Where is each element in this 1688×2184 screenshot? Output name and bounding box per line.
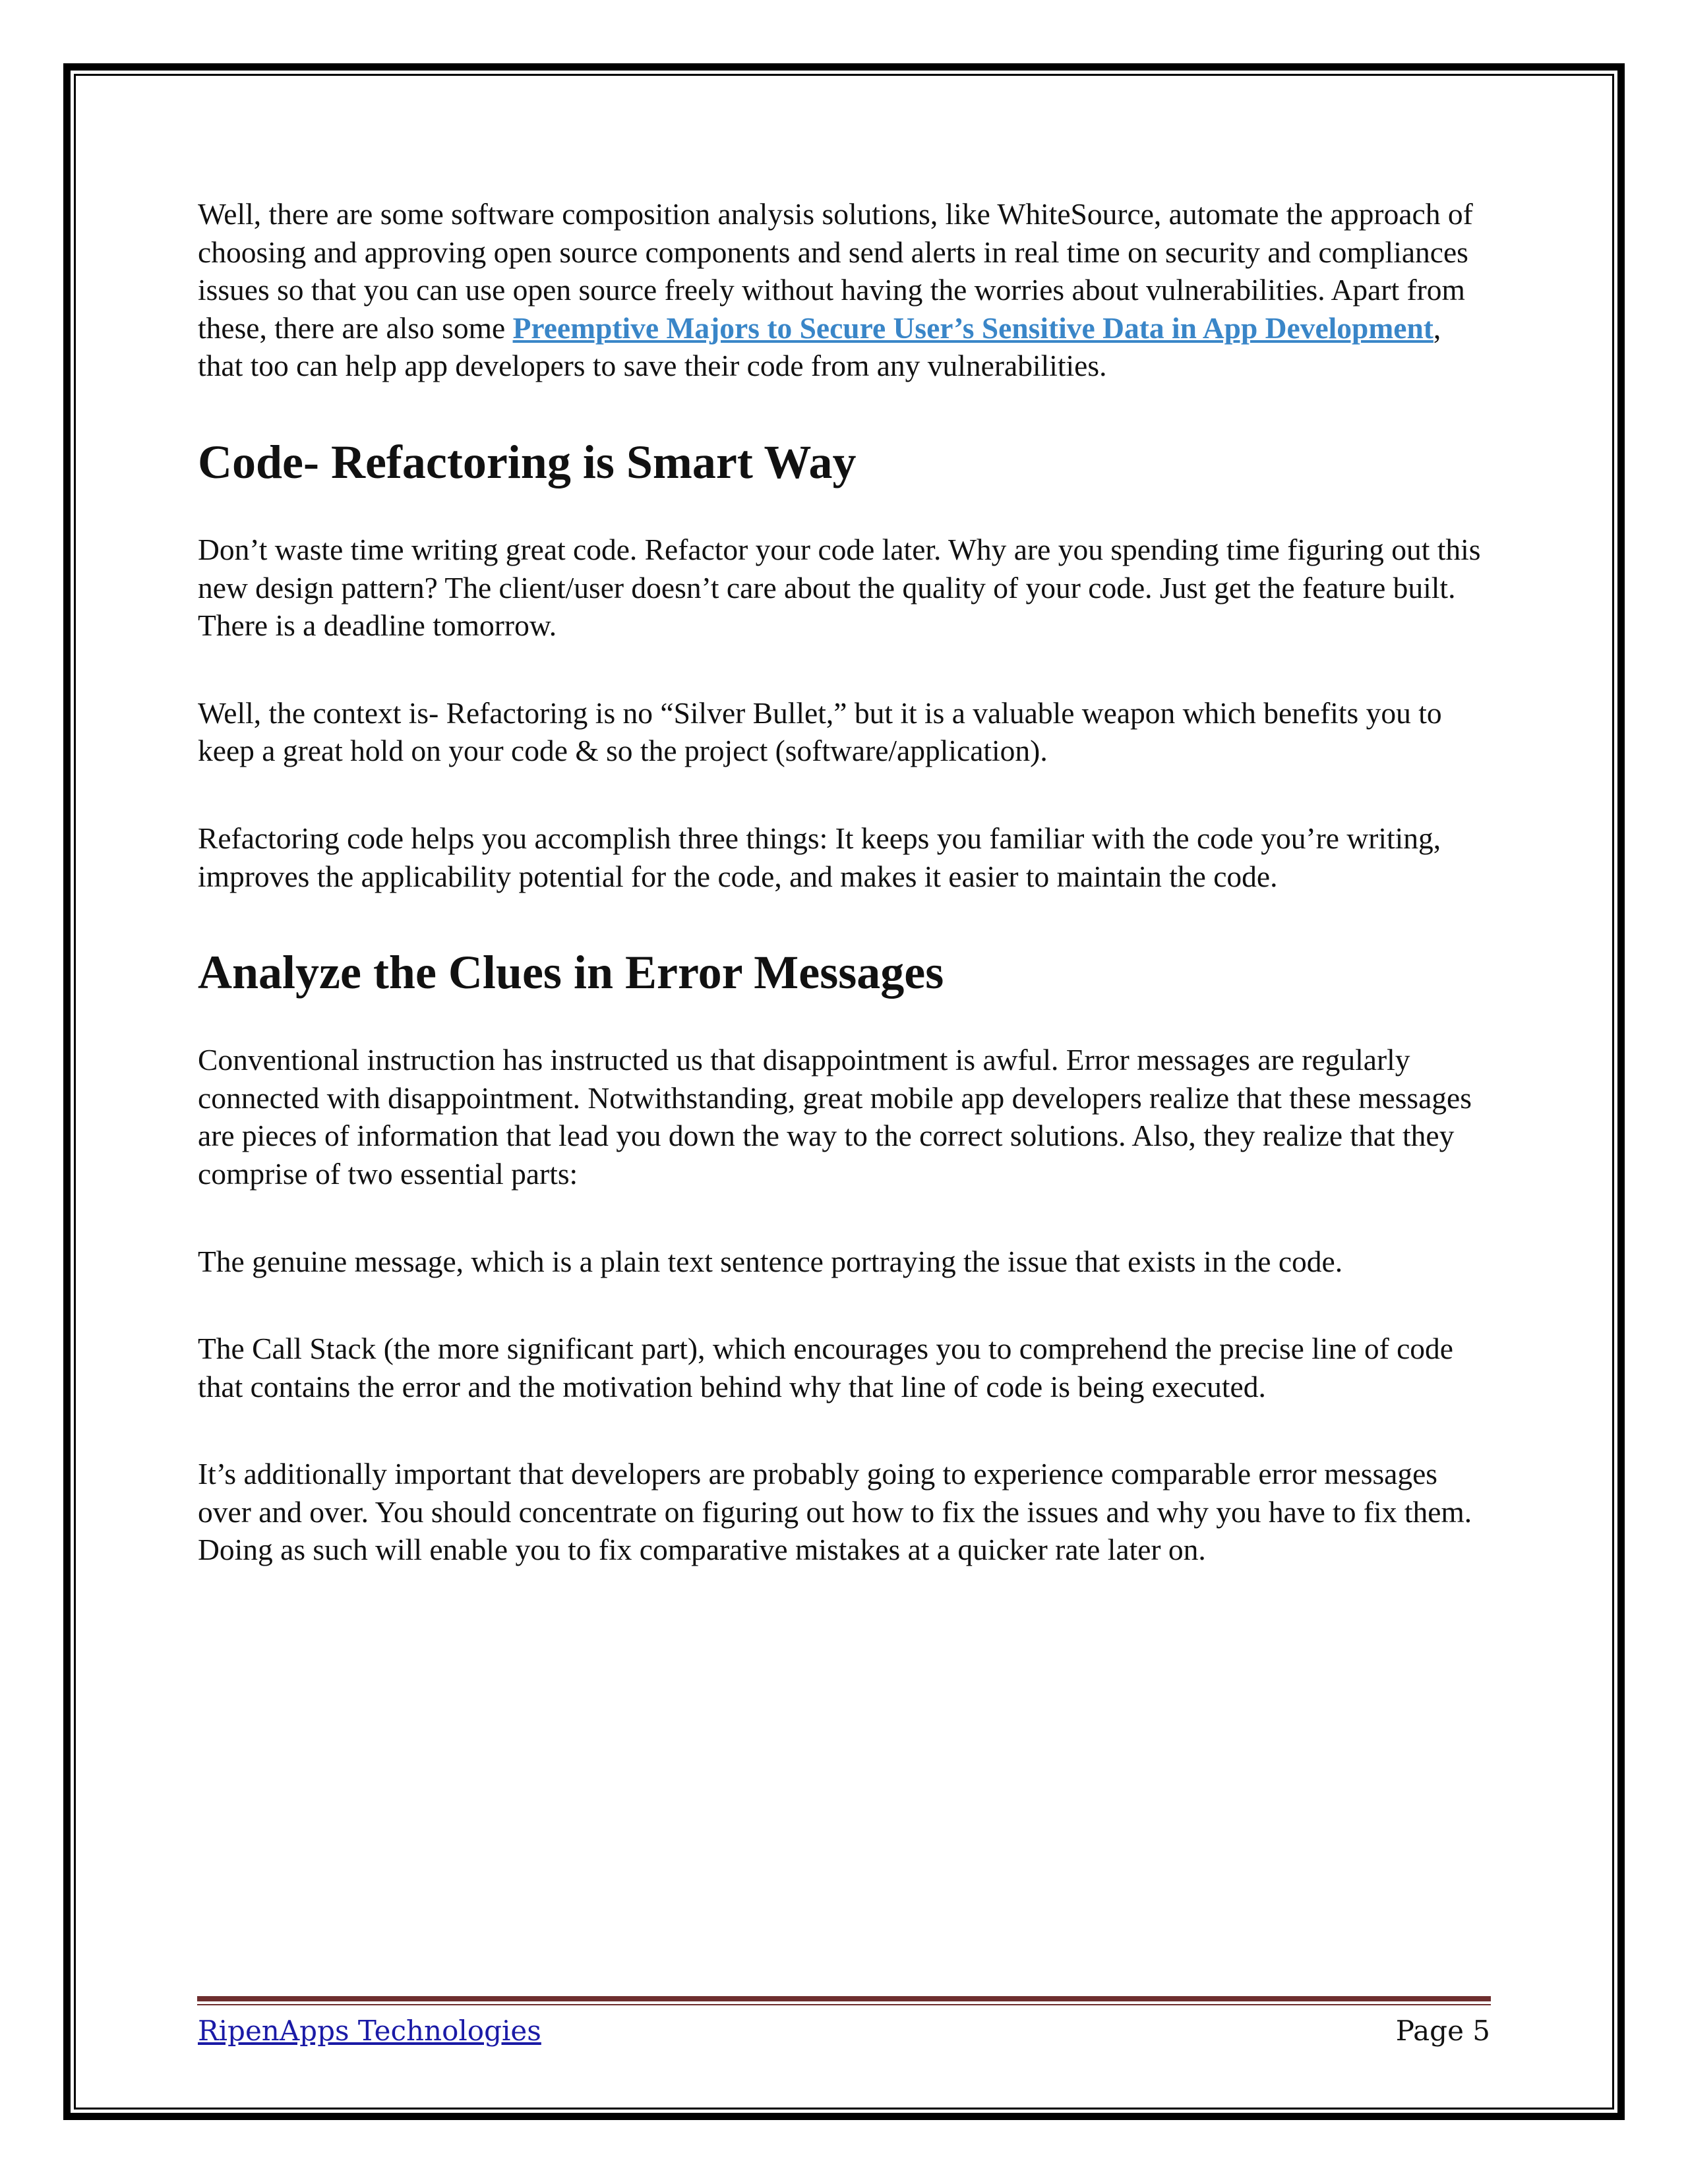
footer-company-link[interactable]: RipenApps Technologies <box>198 2015 541 2047</box>
error-paragraph-3: The Call Stack (the more significant part), which encourages you to comprehend the precise line of code that contains the error and the motivation behind why that line of code is being executed. <box>198 1332 1454 1403</box>
intro-text-before: Well, there are some software composition analysis solutions, like WhiteSource, automate the approach of choosing and approving open source components and send alerts in real time on security and compliances issues so that you can use open source freely without having the worries about vulnerabilities. Apart from these, there are also some <box>198 197 1473 345</box>
section-heading-refactoring: Code- Refactoring is Smart Way <box>198 435 857 488</box>
refactoring-paragraph-3: Refactoring code helps you accomplish three things: It keeps you familiar with the code you’re writing, improves the applicability potential for the code, and makes it easier to maintain the code. <box>198 821 1441 893</box>
footer-rule-thin <box>197 2004 1491 2005</box>
footer-rule-thick <box>197 1996 1491 2001</box>
intro-text-after: , that too can help app developers to save their code from any vulnerabilities. <box>198 310 1441 383</box>
page-content <box>198 195 1490 1618</box>
preemptive-measures-link[interactable]: Preemptive Majors to Secure User’s Sensitive Data in App Development <box>512 310 1433 345</box>
error-paragraph-2: The genuine message, which is a plain text sentence portraying the issue that exists in the code. <box>198 1244 1343 1278</box>
refactoring-paragraph-2: Well, the context is- Refactoring is no “Silver Bullet,” but it is a valuable weapon which benefits you to keep a great hold on your code & so the project (software/application). <box>198 695 1442 768</box>
intro-paragraph <box>198 195 1490 385</box>
section-heading-error-messages: Analyze the Clues in Error Messages <box>198 946 944 999</box>
error-paragraph-4: It’s additionally important that developers are probably going to experience comparable error messages over and over. You should concentrate on figuring out how to fix the issues and why you have to fix them. Doing as such will enable you to fix comparative mistakes at a quicker rate later on. <box>198 1457 1472 1567</box>
page-footer <box>198 2008 1490 2054</box>
error-paragraph-1: Conventional instruction has instructed us that disappointment is awful. Error messages are regularly connected with disappointment. Notwithstanding, great mobile app developers realize that these messages are pieces of information that lead you down the way to the correct solutions. Also, they realize that they comprise of two essential parts: <box>198 1043 1472 1191</box>
footer-page-number: Page 5 <box>1395 2015 1490 2047</box>
refactoring-paragraph-1: Don’t waste time writing great code. Refactor your code later. Why are you spending time figuring out this new design pattern? The client/user doesn’t care about the quality of your code. Just get the feature built. There is a deadline tomorrow. <box>198 532 1481 643</box>
